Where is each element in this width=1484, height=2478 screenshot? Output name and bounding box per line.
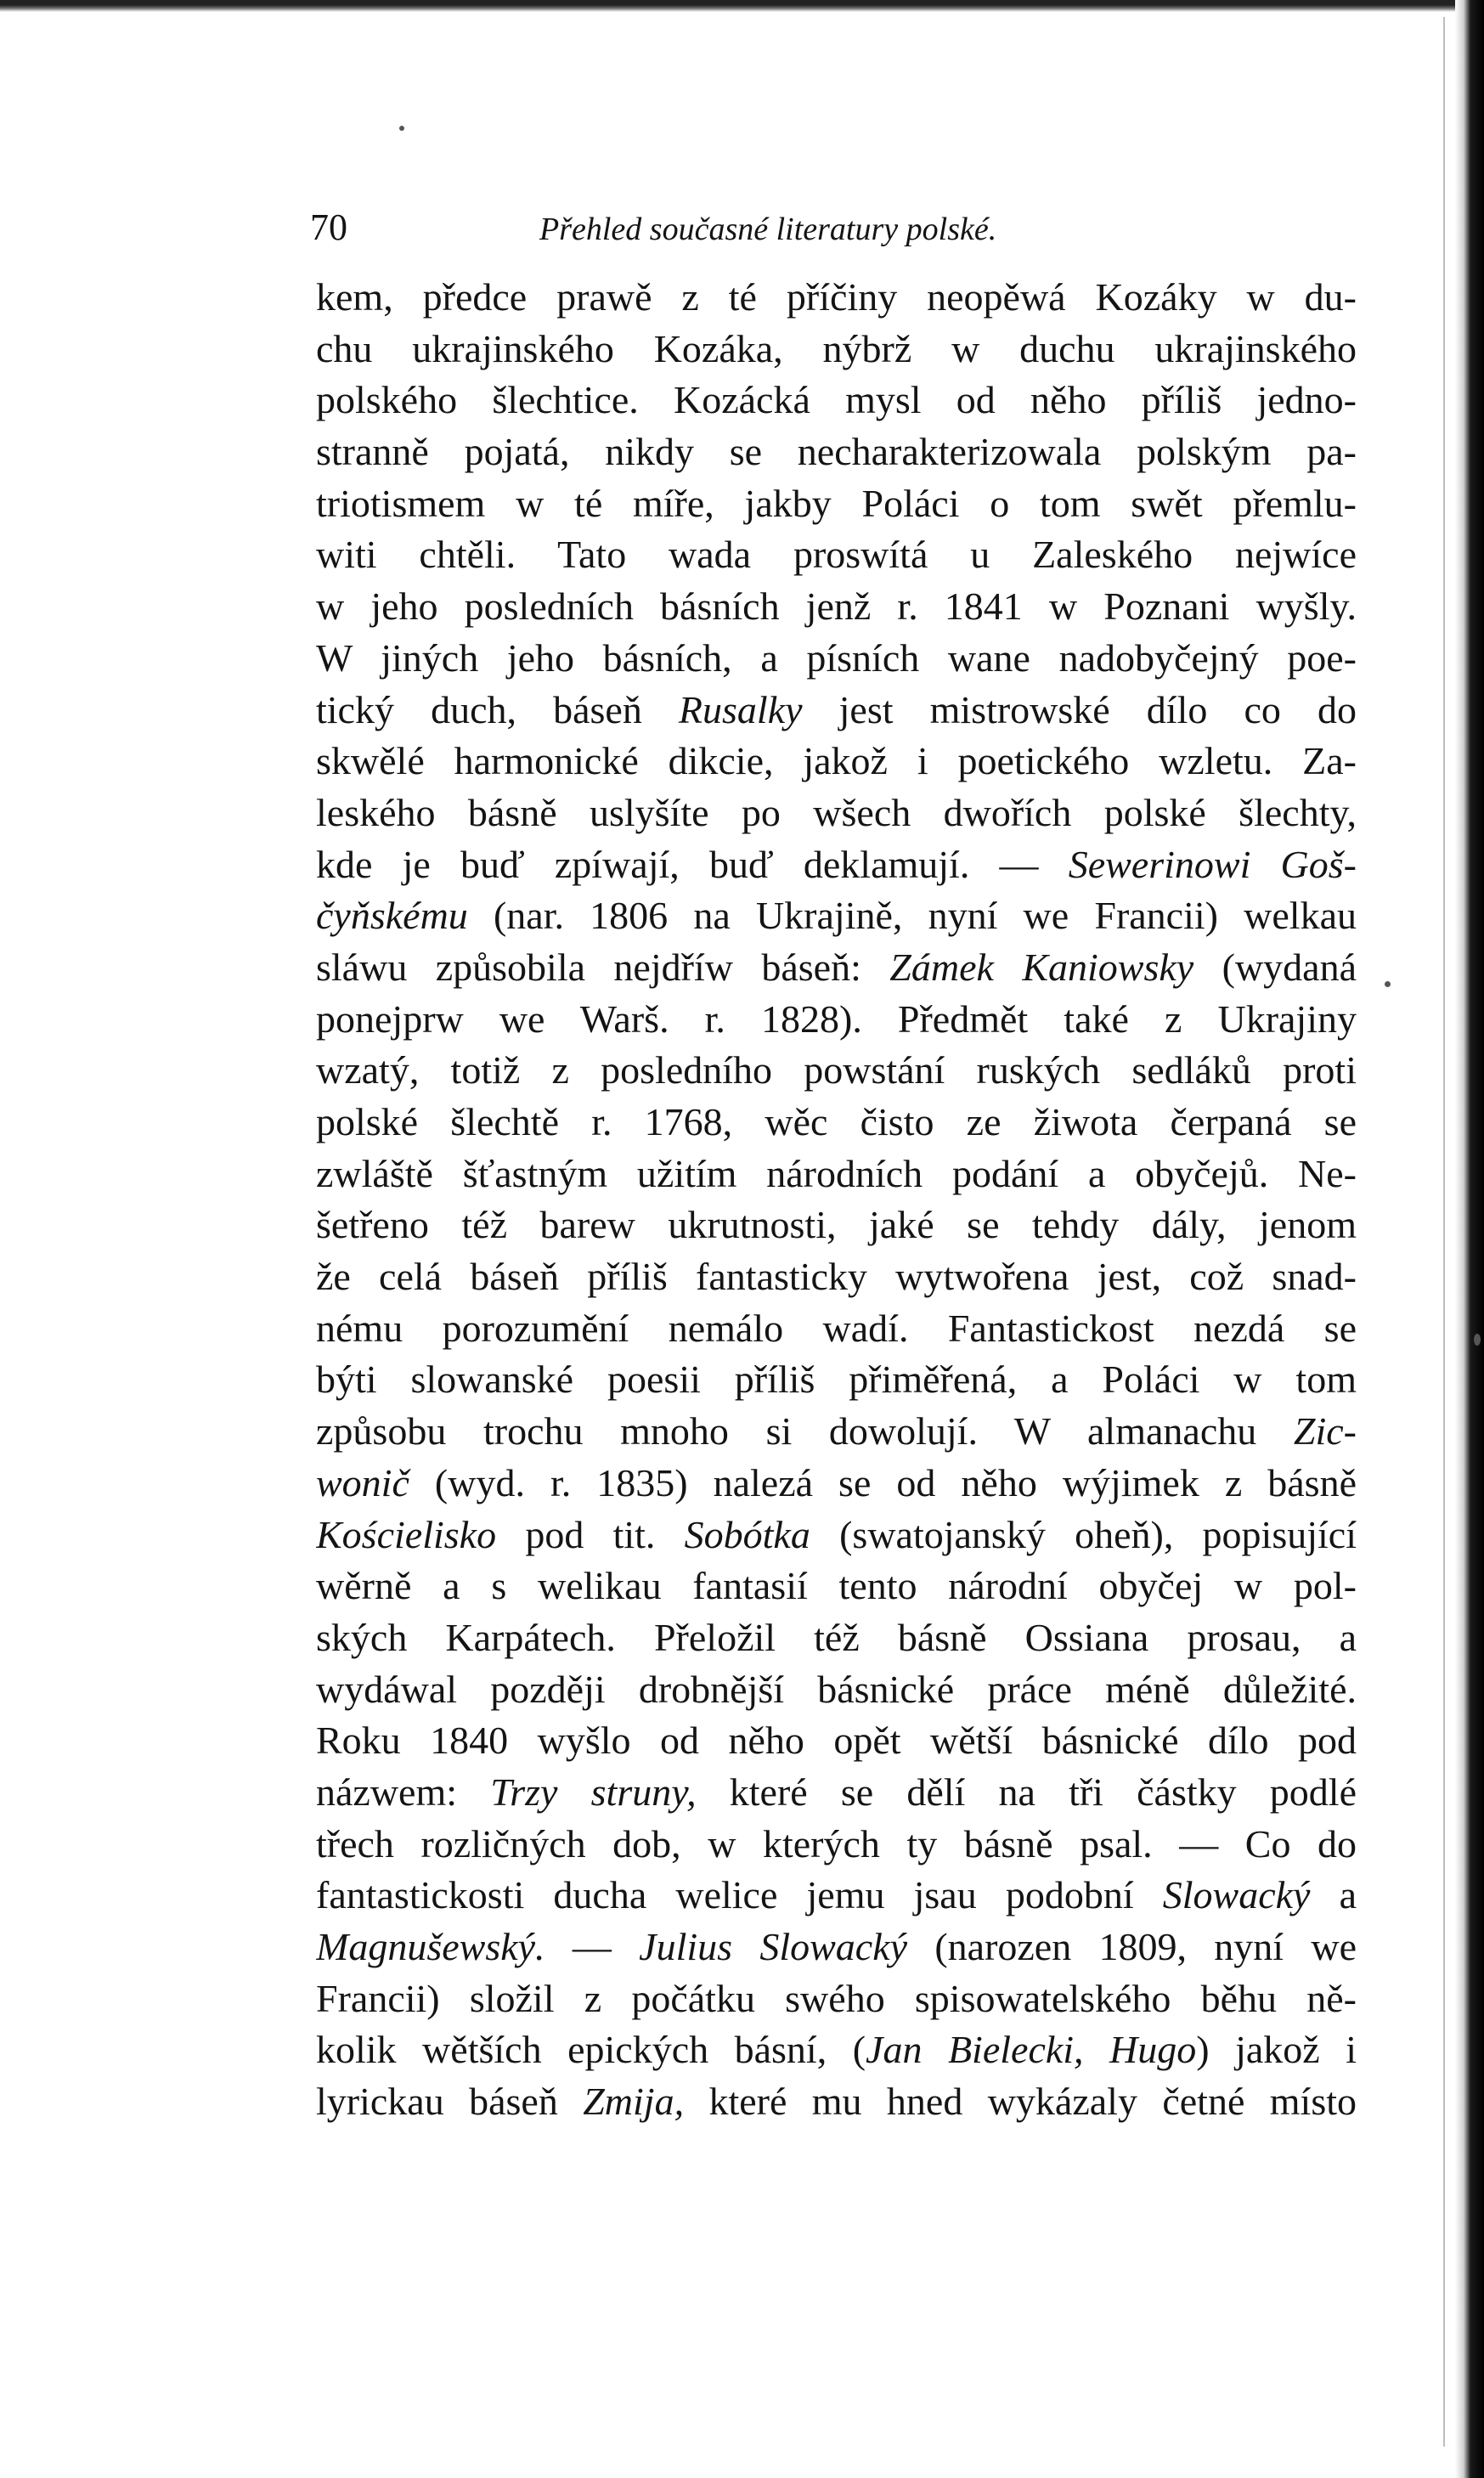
text-segment: že celá báseň příliš fantasticky wytwořena jest, což snad- bbox=[316, 1255, 1357, 1299]
italic-text: wonič bbox=[316, 1460, 409, 1504]
text-segment: nému porozumění nemálo wadí. Fantastickost nezdá se bbox=[316, 1306, 1357, 1350]
page-header bbox=[310, 204, 1160, 255]
text-line bbox=[316, 1406, 1357, 1458]
text-line bbox=[316, 1664, 1357, 1716]
text-segment: pod tit. bbox=[496, 1512, 685, 1556]
text-segment: W jiných jeho básních, a písních wane nadobyčejný poe- bbox=[316, 635, 1357, 680]
text-line bbox=[316, 787, 1357, 839]
scan-speck bbox=[1385, 981, 1391, 987]
text-line bbox=[316, 2076, 1357, 2128]
text-segment: triotismem w té míře, jakby Poláci o tom swět přemlu- bbox=[316, 481, 1357, 525]
italic-text: Trzy struny, bbox=[490, 1770, 697, 1814]
text-segment: zwláště šťastným užitím národních podání a obyčejů. Ne- bbox=[316, 1151, 1357, 1195]
text-segment: skwělé harmonické dikcie, jakož i poetického wzletu. Za- bbox=[316, 739, 1357, 783]
italic-text: Zmija, bbox=[583, 2080, 685, 2124]
text-segment: kolik wětších epických básní, ( bbox=[316, 2028, 866, 2072]
text-line bbox=[316, 1767, 1357, 1819]
text-line bbox=[316, 1199, 1357, 1251]
text-segment: leského básně uslyšíte po wšech dwořích polské šlechty, bbox=[316, 790, 1357, 834]
text-segment: které se dělí na tři částky podlé bbox=[696, 1770, 1357, 1814]
text-segment: (nar. 1806 na Ukrajině, nyní we Francii) welkau bbox=[467, 894, 1357, 938]
text-line bbox=[316, 1354, 1357, 1406]
scan-top-edge bbox=[0, 0, 1484, 12]
text-segment: wzatý, totiž z posledního powstání ruských sedláků proti bbox=[316, 1048, 1357, 1092]
text-segment: lyrickau báseň bbox=[316, 2080, 584, 2124]
scan-speck bbox=[399, 126, 404, 131]
text-segment: witi chtěli. Tato wada proswítá u Zaleského nejwíce bbox=[316, 533, 1357, 577]
text-segment: tický duch, báseň bbox=[316, 687, 679, 731]
text-line bbox=[316, 685, 1357, 737]
text-line bbox=[316, 529, 1357, 581]
text-segment: wěrně a s welikau fantasií tento národní obyčej w pol- bbox=[316, 1564, 1357, 1608]
text-segment: — bbox=[545, 1925, 640, 1968]
text-line bbox=[316, 633, 1357, 685]
text-segment: třech rozličných dob, w kterých ty básně psal. — Co do bbox=[316, 1821, 1357, 1866]
scan-right-edge bbox=[1455, 0, 1484, 2478]
text-segment: názwem: bbox=[316, 1770, 491, 1814]
text-segment: (narozen 1809, nyní we bbox=[907, 1925, 1357, 1968]
italic-text: Jan Bielecki, Hugo bbox=[866, 2028, 1197, 2072]
text-line bbox=[316, 2024, 1357, 2076]
text-line bbox=[316, 1870, 1357, 1922]
text-segment: způsobu trochu mnoho si dowolují. W almanachu bbox=[316, 1409, 1294, 1453]
text-line bbox=[316, 1149, 1357, 1200]
text-line bbox=[316, 994, 1357, 1046]
scan-speck bbox=[1474, 1334, 1481, 1346]
italic-text: Magnušewský. bbox=[316, 1925, 545, 1968]
text-segment: Roku 1840 wyšlo od něho opět wětší básnické dílo pod bbox=[316, 1719, 1357, 1763]
italic-text: Slowacký bbox=[1162, 1873, 1311, 1917]
running-title: Přehled současné literatury polské. bbox=[539, 212, 997, 247]
italic-text: čyňskému bbox=[316, 894, 468, 938]
text-segment: fantastickosti ducha welice jemu jsau podobní bbox=[316, 1873, 1163, 1917]
text-line bbox=[316, 1973, 1357, 2025]
text-segment: wydáwal později drobnější básnické práce méně důležité. bbox=[316, 1667, 1357, 1711]
text-line bbox=[316, 1045, 1357, 1097]
text-line bbox=[316, 1510, 1357, 1561]
text-segment: a bbox=[1310, 1873, 1357, 1917]
text-line bbox=[316, 1561, 1357, 1612]
italic-text: Kościelisko bbox=[316, 1512, 497, 1556]
text-line bbox=[316, 272, 1357, 324]
text-segment: sláwu způsobila nejdříw báseň: bbox=[316, 945, 890, 989]
text-segment: kem, předce prawě z té příčiny neopěwá Kozáky w du- bbox=[316, 275, 1357, 319]
italic-text: Zámek Kaniowsky bbox=[889, 945, 1194, 989]
text-segment: polské šlechtě r. 1768, wěc čisto ze žiwota čerpaná se bbox=[316, 1100, 1357, 1143]
text-segment: chu ukrajinského Kozáka, nýbrž w duchu ukrajinského bbox=[316, 326, 1357, 370]
text-segment: (wydaná bbox=[1193, 945, 1357, 989]
text-line bbox=[316, 324, 1357, 375]
italic-text: Julius Slowacký bbox=[639, 1925, 908, 1968]
italic-text: Rusalky bbox=[678, 687, 803, 731]
text-line bbox=[316, 1819, 1357, 1871]
text-line bbox=[316, 1251, 1357, 1303]
text-segment: kde je buď zpíwají, buď deklamují. — bbox=[316, 842, 1069, 886]
text-segment: polského šlechtice. Kozácká mysl od něho příliš jedno- bbox=[316, 378, 1357, 422]
text-segment: stranně pojatá, nikdy se necharakterizowala polským pa- bbox=[316, 430, 1357, 474]
text-line bbox=[316, 1612, 1357, 1664]
text-line bbox=[316, 1922, 1357, 1973]
italic-text: Sewerinowi Goš- bbox=[1068, 842, 1357, 886]
text-segment: (wyd. r. 1835) nalezá se od něho wýjimek z básně bbox=[409, 1460, 1357, 1504]
text-line bbox=[316, 1715, 1357, 1767]
text-segment: jest mistrowské dílo co do bbox=[802, 687, 1357, 731]
text-line bbox=[316, 736, 1357, 787]
body-text bbox=[316, 272, 1357, 2128]
text-segment: Francii) složil z počátku swého spisowatelského běhu ně- bbox=[316, 1976, 1357, 2020]
text-line bbox=[316, 581, 1357, 633]
text-segment: šetřeno též barew ukrutnosti, jaké se tehdy dály, jenom bbox=[316, 1203, 1357, 1247]
text-segment: ) jakož i bbox=[1196, 2028, 1357, 2072]
text-segment: ponejprw we Warš. r. 1828). Předmět také z Ukrajiny bbox=[316, 996, 1357, 1041]
text-line bbox=[316, 839, 1357, 891]
text-line bbox=[316, 1303, 1357, 1355]
text-line bbox=[316, 1458, 1357, 1510]
italic-text: Sobótka bbox=[684, 1512, 810, 1556]
text-segment: w jeho posledních básních jenž r. 1841 w Poznani wyšly. bbox=[316, 584, 1357, 629]
text-segment: ských Karpátech. Přeložil též básně Ossiana prosau, a bbox=[316, 1615, 1357, 1659]
text-segment: býti slowanské poesii příliš přiměřená, a Poláci w tom bbox=[316, 1358, 1357, 1402]
text-line bbox=[316, 942, 1357, 994]
page-number: 70 bbox=[310, 206, 347, 248]
italic-text: Zic- bbox=[1293, 1409, 1357, 1453]
text-line bbox=[316, 426, 1357, 478]
text-line bbox=[316, 375, 1357, 426]
page-fold-line bbox=[1443, 17, 1445, 2447]
text-segment: (swatojanský oheň), popisující bbox=[810, 1512, 1357, 1556]
text-line bbox=[316, 478, 1357, 530]
text-line bbox=[316, 890, 1357, 942]
text-line bbox=[316, 1097, 1357, 1149]
text-segment: které mu hned wykázaly četné místo bbox=[684, 2080, 1357, 2124]
